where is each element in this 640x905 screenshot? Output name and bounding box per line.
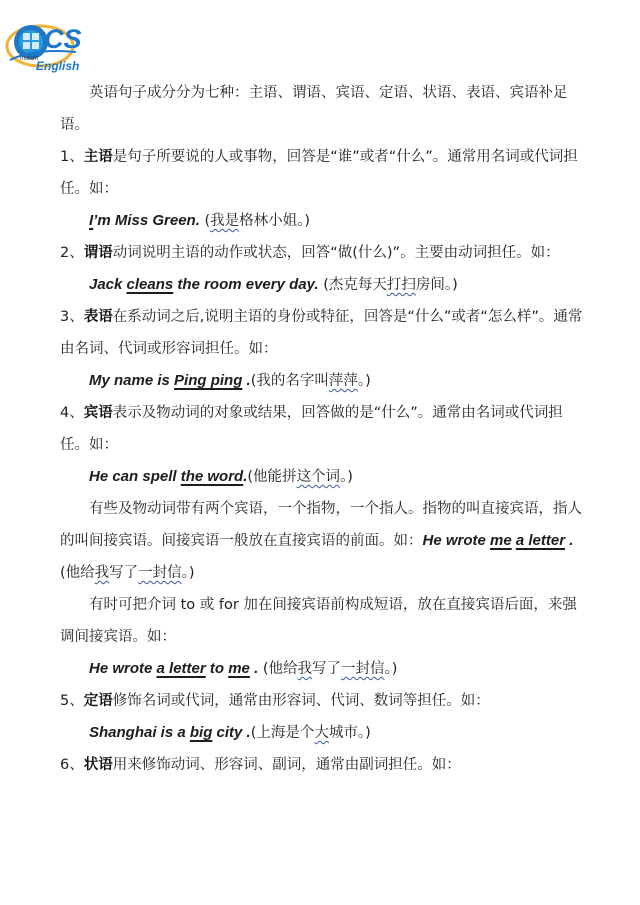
- example-english: ’m Miss Green.: [93, 212, 200, 229]
- section-description: 用来修饰动词、形容词、副词，通常由副词担任。如：: [112, 757, 461, 773]
- translation-marked: 这个词: [296, 469, 341, 485]
- translation-text: 。): [181, 565, 195, 581]
- translation-text: 城市。): [328, 725, 371, 741]
- document-body: [60, 77, 588, 781]
- translation-marked: 我: [297, 661, 313, 677]
- translation-text: (我的名字叫: [250, 373, 329, 389]
- section-description: 是句子所要说的人或事物，回答是“谁”或者“什么”。通常用名词或代词担任。如：: [60, 149, 578, 197]
- logo-letters: CS: [44, 24, 82, 54]
- translation-text: (上海是个: [250, 725, 315, 741]
- logo-name: English: [36, 59, 80, 73]
- translation-text: 。): [384, 661, 398, 677]
- example-english: the room every day.: [173, 276, 319, 293]
- translation-marked: 一封信: [138, 565, 182, 581]
- translation-text: 。): [357, 373, 371, 389]
- section-number: 5、: [60, 693, 84, 709]
- example-underlined-indirect: me: [228, 660, 250, 677]
- section-number: 4、: [60, 405, 84, 421]
- instant-english-logo: [4, 18, 96, 80]
- example-underlined-predicative: Ping ping: [174, 372, 243, 389]
- term-adverbial: 状语: [83, 757, 113, 773]
- translation-marked: 我是: [210, 213, 240, 229]
- example-prepositional: [60, 653, 588, 685]
- translation-marked: 一封信: [341, 661, 385, 677]
- translation-text: 写了: [312, 661, 342, 677]
- section-attributive: [60, 685, 588, 717]
- example-underlined-subject: I: [89, 212, 94, 229]
- example-english: He wrote: [89, 660, 157, 677]
- translation-text: (他给: [258, 661, 298, 677]
- translation-marked: 萍萍: [328, 373, 358, 389]
- term-predicative: 表语: [83, 309, 113, 325]
- example-underlined-direct: a letter: [515, 532, 566, 549]
- example-english: to: [205, 660, 229, 677]
- translation-marked: 打扫: [386, 277, 416, 293]
- example-english: .: [249, 660, 259, 677]
- translation-marked: 我: [94, 565, 110, 581]
- paragraph-text: 有些及物动词带有两个宾语，一个指物，一个指人。指物的叫直接宾语，指人的叫间接宾语。间接宾语一般放在直接宾语的前面。如：: [60, 501, 582, 549]
- example-predicative: [60, 365, 588, 397]
- term-subject: 主语: [83, 149, 113, 165]
- section-number: 3、: [60, 309, 84, 325]
- section-predicate: [60, 237, 588, 269]
- translation-marked: 大: [314, 725, 329, 741]
- section-description: 表示及物动词的对象或结果，回答做的是“什么”。通常由名词或代词担任。如：: [60, 405, 563, 453]
- prepositional-paragraph: 有时可把介词 to 或 for 加在间接宾语前构成短语，放在直接宾语后面，来强调间接宾语。如：: [60, 597, 577, 645]
- section-description: 在系动词之后,说明主语的身份或特征，回答是“什么”或者“怎么样”。通常由名词、代词或形容词担任。如：: [60, 309, 583, 357]
- translation-text: (杰克每天: [318, 277, 387, 293]
- example-english: .: [242, 372, 251, 389]
- example-english: My name is: [89, 372, 175, 389]
- example-english: .: [565, 532, 574, 549]
- example-underlined-verb: cleans: [126, 276, 174, 293]
- translation-text: 格林小姐。): [239, 213, 311, 229]
- example-english: Shanghai is a: [89, 724, 190, 741]
- example-object: [60, 461, 588, 493]
- translation-text: 房间。): [415, 277, 458, 293]
- translation-text: 。): [340, 469, 353, 485]
- term-predicate: 谓语: [83, 245, 113, 261]
- translation-text: (他给: [60, 565, 95, 581]
- section-subject: [60, 141, 588, 205]
- section-number: 1、: [60, 149, 84, 165]
- term-object: 宾语: [83, 405, 113, 421]
- section-object: [60, 397, 588, 461]
- example-english: He wrote: [422, 532, 491, 549]
- example-underlined-indirect: me: [490, 532, 512, 549]
- example-underlined-object: the word: [180, 468, 244, 485]
- section-predicative: [60, 301, 588, 365]
- example-underlined-direct: a letter: [156, 660, 206, 677]
- intro-paragraph: 英语句子成分分为七种：主语、谓语、宾语、定语、状语、表语、宾语补足语。: [60, 85, 568, 133]
- section-description: 修饰名词或代词，通常由形容词、代词、数词等担任。如：: [112, 693, 490, 709]
- translation-text: 写了: [109, 565, 139, 581]
- logo-tagline: Instant: [20, 56, 39, 62]
- example-attributive: [60, 717, 588, 749]
- example-english: He can spell: [89, 468, 181, 485]
- section-adverbial: [60, 749, 588, 781]
- translation-text: (他能拼: [247, 469, 297, 485]
- example-english: Jack: [89, 276, 127, 293]
- example-subject: [60, 205, 588, 237]
- section-description: 动词说明主语的动作或状态，回答“做(什么)”。主要由动词担任。如：: [112, 245, 560, 261]
- term-attributive: 定语: [83, 693, 113, 709]
- example-predicate: [60, 269, 588, 301]
- translation-text: (: [199, 213, 211, 229]
- example-english: .: [243, 468, 248, 485]
- section-number: 2、: [60, 245, 84, 261]
- section-number: 6、: [60, 757, 84, 773]
- double-object-paragraph: [60, 493, 588, 589]
- example-underlined-attributive: big: [189, 724, 213, 741]
- example-english: city .: [212, 724, 251, 741]
